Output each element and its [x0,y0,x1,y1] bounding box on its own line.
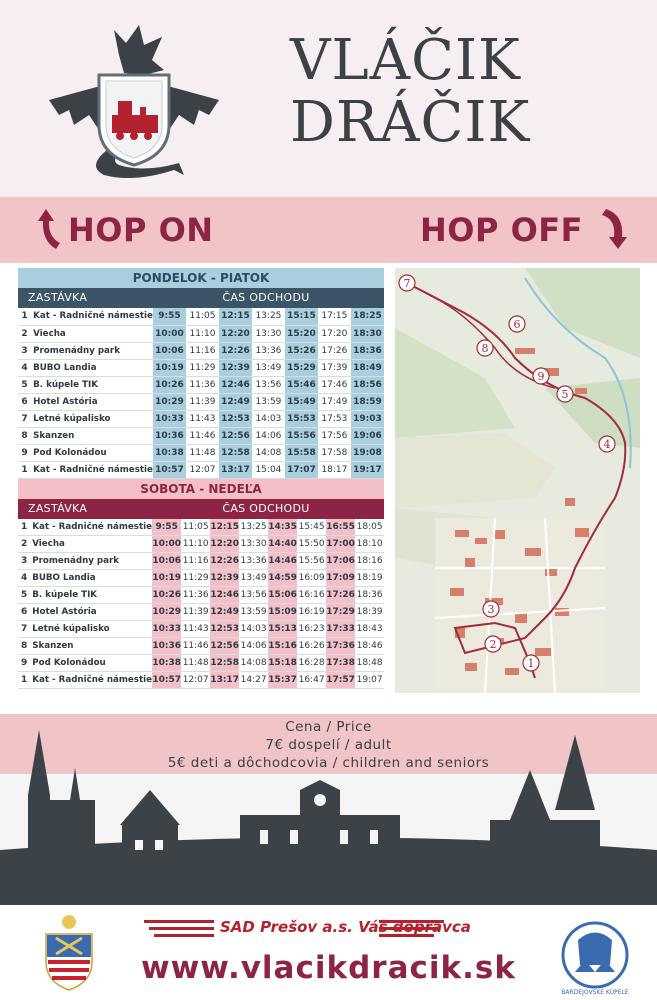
hop-on-label: HOP ON [68,211,214,249]
price-line-1: Cena / Price [285,719,372,735]
table-row [18,672,384,689]
stop-name: Hotel Astória [31,393,153,410]
departure-time: 17:49 [318,393,351,410]
departure-time: 17:29 [326,604,355,621]
departure-time: 16:47 [297,672,326,689]
departure-time: 17:15 [318,308,351,325]
departure-time: 10:06 [153,342,186,359]
departure-time: 15:56 [285,427,318,444]
departure-time: 10:57 [152,672,181,689]
stop-number: 7 [18,621,30,638]
stop-number: 1 [18,672,30,689]
departure-time: 11:29 [181,570,210,587]
departure-time: 12:53 [210,621,239,638]
departure-time: 14:06 [252,427,285,444]
departure-time: 17:06 [326,553,355,570]
weekend-header [18,499,384,519]
departure-time: 10:26 [152,587,181,604]
stop-number: 1 [18,519,30,536]
departure-time: 13:17 [219,461,252,478]
departure-time: 11:36 [186,376,219,393]
stop-name: Kat - Radničné námestie [30,519,152,536]
departure-time: 18:39 [355,604,384,621]
stop-name: Kat - Radničné námestie [31,308,153,325]
table-row [18,325,384,342]
curved-arrow-down-icon [600,207,634,251]
departure-time: 18:10 [355,536,384,553]
map-stop-number: 9 [537,370,545,383]
departure-time: 10:33 [152,621,181,638]
stop-name: B. kúpele TIK [31,376,153,393]
stop-number: 1 [18,308,31,325]
departure-time: 15:16 [268,638,297,655]
departure-time: 14:46 [268,553,297,570]
stop-name: Viecha [31,325,153,342]
departure-time: 10:19 [152,570,181,587]
departure-time: 15:53 [285,410,318,427]
table-row [18,308,384,325]
stop-number: 1 [18,461,31,478]
departure-time: 10:57 [153,461,186,478]
departure-time: 17:57 [326,672,355,689]
departure-time: 12:07 [186,461,219,478]
map-stop-number: 5 [561,388,569,401]
departure-time: 12:15 [210,519,239,536]
departure-time: 11:05 [186,308,219,325]
departure-time: 16:23 [297,621,326,638]
departure-time: 14:35 [268,519,297,536]
departure-time: 12:26 [210,553,239,570]
stop-name: Hotel Astória [30,604,152,621]
stop-name: Pod Kolonádou [30,655,152,672]
table-row [18,638,384,655]
departure-time: 17:26 [318,342,351,359]
stop-number: 6 [18,393,31,410]
departure-time: 12:46 [219,376,252,393]
departure-time: 14:27 [239,672,268,689]
stop-name: B. kúpele TIK [30,587,152,604]
map-stop-number: 8 [481,342,489,355]
table-row [18,393,384,410]
departure-time: 18:05 [355,519,384,536]
weekday-table [18,308,384,479]
departure-time: 17:58 [318,444,351,461]
departure-time: 18:48 [355,655,384,672]
stop-number: 3 [18,553,30,570]
departure-time: 18:49 [351,359,384,376]
departure-time: 13:56 [252,376,285,393]
table-row [18,376,384,393]
stop-number: 8 [18,427,31,444]
table-row [18,444,384,461]
departure-time: 12:46 [210,587,239,604]
timetable [18,268,384,689]
title-line-2: DRÁČIK [290,90,531,155]
stop-number: 5 [18,587,30,604]
table-row [18,519,384,536]
departure-time: 10:29 [152,604,181,621]
departure-time: 14:40 [268,536,297,553]
departure-time: 11:48 [181,655,210,672]
departure-time: 12:39 [219,359,252,376]
departure-time: 17:09 [326,570,355,587]
hop-off-label: HOP OFF [420,211,583,249]
stop-number: 5 [18,376,31,393]
departure-time: 13:49 [252,359,285,376]
departure-time: 11:10 [186,325,219,342]
departure-time: 9:55 [152,519,181,536]
departure-time: 15:29 [285,359,318,376]
departure-time: 10:00 [152,536,181,553]
stop-number: 9 [18,655,30,672]
departure-time: 10:38 [152,655,181,672]
table-row [18,359,384,376]
departure-time: 18:25 [351,308,384,325]
departure-time: 17:36 [326,638,355,655]
departure-time: 15:13 [268,621,297,638]
dragon-train-logo-icon [44,15,224,185]
departure-time: 18:56 [351,376,384,393]
weekday-col-times: ČAS ODCHODU [222,291,310,304]
departure-time: 17:20 [318,325,351,342]
departure-time: 13:36 [252,342,285,359]
departure-time: 13:30 [239,536,268,553]
departure-time: 16:55 [326,519,355,536]
departure-time: 18:36 [355,587,384,604]
map-stop-number: 6 [513,318,521,331]
stop-name: BUBO Landia [31,359,153,376]
stop-name: Promenádny park [31,342,153,359]
table-row [18,587,384,604]
departure-time: 15:26 [285,342,318,359]
departure-time: 10:36 [152,638,181,655]
departure-time: 19:17 [351,461,384,478]
table-row [18,427,384,444]
map-stop-number: 4 [603,438,611,451]
departure-time: 12:39 [210,570,239,587]
stop-name: Promenádny park [30,553,152,570]
departure-time: 10:00 [153,325,186,342]
stop-number: 4 [18,359,31,376]
departure-time: 17:38 [326,655,355,672]
departure-time: 12:58 [210,655,239,672]
departure-time: 16:26 [297,638,326,655]
stop-name: Skanzen [31,427,153,444]
departure-time: 11:36 [181,587,210,604]
departure-time: 19:06 [351,427,384,444]
weekday-col-stop: ZASTÁVKA [28,291,88,304]
departure-time: 13:56 [239,587,268,604]
departure-time: 14:08 [239,655,268,672]
departure-time: 19:07 [355,672,384,689]
stop-number: 3 [18,342,31,359]
price-line-3: 5€ deti a dôchodcovia / children and seniors [167,755,490,771]
departure-time: 15:37 [268,672,297,689]
table-row [18,461,384,478]
table-row [18,655,384,672]
departure-time: 11:46 [186,427,219,444]
departure-time: 12:49 [210,604,239,621]
departure-time: 17:33 [326,621,355,638]
curved-arrow-up-icon [30,207,64,251]
departure-time: 12:07 [181,672,210,689]
stop-name: Skanzen [30,638,152,655]
departure-time: 14:08 [252,444,285,461]
weekday-header [18,288,384,308]
table-row [18,570,384,587]
departure-time: 10:36 [153,427,186,444]
departure-time: 17:56 [318,427,351,444]
departure-time: 10:26 [153,376,186,393]
departure-time: 11:05 [181,519,210,536]
departure-time: 15:50 [297,536,326,553]
departure-time: 15:45 [297,519,326,536]
table-row [18,410,384,427]
departure-time: 12:56 [219,427,252,444]
stop-name: Letné kúpalisko [30,621,152,638]
departure-time: 14:06 [239,638,268,655]
table-row [18,342,384,359]
departure-time: 10:33 [153,410,186,427]
departure-time: 13:59 [252,393,285,410]
table-row [18,621,384,638]
departure-time: 16:16 [297,587,326,604]
departure-time: 11:46 [181,638,210,655]
departure-time: 15:06 [268,587,297,604]
table-row [18,604,384,621]
weekend-col-times: ČAS ODCHODU [222,501,310,515]
departure-time: 12:49 [219,393,252,410]
stop-name: Viecha [30,536,152,553]
stop-number: 9 [18,444,31,461]
stop-number: 8 [18,638,30,655]
departure-time: 13:25 [252,308,285,325]
departure-time: 14:03 [239,621,268,638]
departure-time: 10:38 [153,444,186,461]
departure-time: 11:48 [186,444,219,461]
departure-time: 15:46 [285,376,318,393]
departure-time: 10:29 [153,393,186,410]
sad-carrier-logo: SAD Prešov a.s. Váš dopravca [220,918,471,936]
weekend-table [18,519,384,690]
departure-time: 19:08 [351,444,384,461]
departure-time: 9:55 [153,308,186,325]
departure-time: 17:39 [318,359,351,376]
departure-time: 17:26 [326,587,355,604]
departure-time: 15:56 [297,553,326,570]
departure-time: 12:26 [219,342,252,359]
departure-time: 11:39 [186,393,219,410]
weekend-section-title: SOBOTA - NEDEĽA [18,479,384,499]
website-link[interactable]: www.vlacikdracik.sk [141,950,516,986]
departure-time: 11:16 [186,342,219,359]
departure-time: 17:07 [285,461,318,478]
table-row [18,553,384,570]
departure-time: 18:17 [318,461,351,478]
departure-time: 15:09 [268,604,297,621]
stop-number: 4 [18,570,30,587]
departure-time: 19:03 [351,410,384,427]
departure-time: 11:29 [186,359,219,376]
map-stop-number: 7 [403,277,411,290]
bardejov-text: BARDEJOVSKÉ KÚPELE [561,989,629,996]
departure-time: 13:59 [239,604,268,621]
map-stop-number: 1 [527,657,535,670]
departure-time: 13:36 [239,553,268,570]
departure-time: 10:19 [153,359,186,376]
stop-name: BUBO Landia [30,570,152,587]
departure-time: 12:53 [219,410,252,427]
departure-time: 13:25 [239,519,268,536]
departure-time: 13:49 [239,570,268,587]
departure-time: 12:58 [219,444,252,461]
departure-time: 11:39 [181,604,210,621]
departure-time: 11:16 [181,553,210,570]
stop-name: Pod Kolonádou [31,444,153,461]
departure-time: 13:30 [252,325,285,342]
map-stop-number: 3 [487,603,495,616]
price-line-2: 7€ dospelí / adult [265,737,392,753]
bardejovske-kupele-logo-icon [560,920,630,996]
departure-time: 18:30 [351,325,384,342]
departure-time: 14:59 [268,570,297,587]
stop-number: 2 [18,536,30,553]
departure-time: 17:46 [318,376,351,393]
departure-time: 17:00 [326,536,355,553]
town-skyline-illustration [0,730,657,910]
departure-time: 15:18 [268,655,297,672]
stop-name: Kat - Radničné námestie [31,461,153,478]
page-title [290,30,620,154]
stop-name: Letné kúpalisko [31,410,153,427]
departure-time: 12:20 [219,325,252,342]
map-stop-number: 2 [489,638,497,651]
departure-time: 11:43 [186,410,219,427]
departure-time: 15:15 [285,308,318,325]
departure-time: 18:19 [355,570,384,587]
departure-time: 11:10 [181,536,210,553]
departure-time: 16:09 [297,570,326,587]
weekday-section-title: PONDELOK - PIATOK [18,268,384,288]
departure-time: 18:46 [355,638,384,655]
departure-time: 16:19 [297,604,326,621]
route-map [395,268,640,693]
departure-time: 15:49 [285,393,318,410]
departure-time: 12:15 [219,308,252,325]
departure-time: 11:43 [181,621,210,638]
departure-time: 15:20 [285,325,318,342]
departure-time: 18:16 [355,553,384,570]
weekend-col-stop: ZASTÁVKA [28,501,88,515]
stop-number: 2 [18,325,31,342]
departure-time: 18:43 [355,621,384,638]
departure-time: 17:53 [318,410,351,427]
departure-time: 15:58 [285,444,318,461]
departure-time: 15:04 [252,461,285,478]
departure-time: 16:28 [297,655,326,672]
departure-time: 13:17 [210,672,239,689]
departure-time: 18:36 [351,342,384,359]
title-line-1: VLÁČIK [290,28,521,93]
departure-time: 10:06 [152,553,181,570]
stop-number: 6 [18,604,30,621]
departure-time: 12:20 [210,536,239,553]
departure-time: 18:59 [351,393,384,410]
table-row [18,536,384,553]
departure-time: 12:56 [210,638,239,655]
stop-name: Kat - Radničné námestie [30,672,152,689]
departure-time: 14:03 [252,410,285,427]
stop-number: 7 [18,410,31,427]
